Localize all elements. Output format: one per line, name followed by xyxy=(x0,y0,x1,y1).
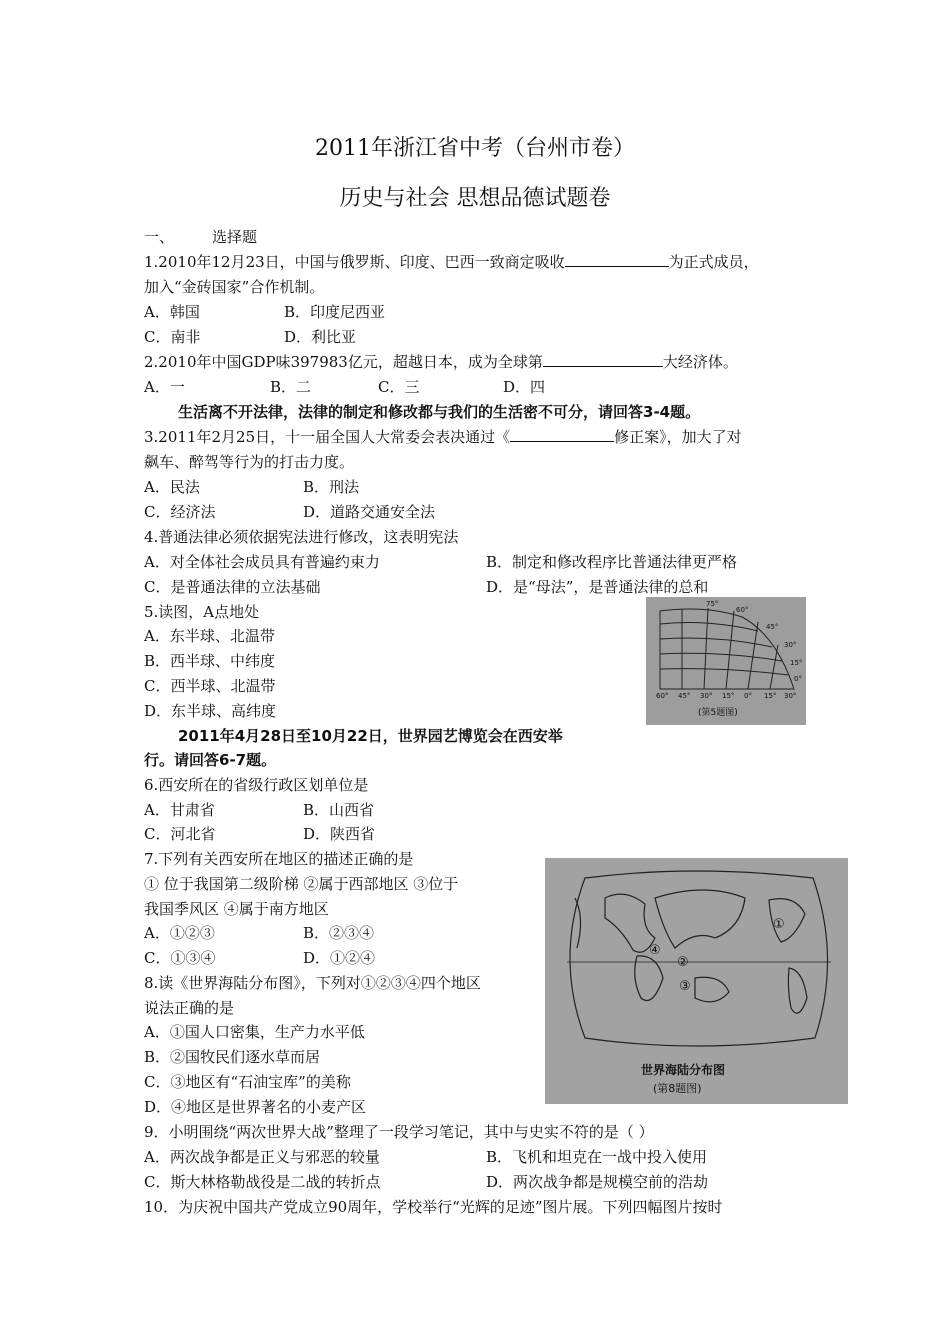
q5-bottom-label-1: 45° xyxy=(678,692,691,700)
intro-q6-7-line1: 2011年4月28日至10月22日，世界园艺博览会在西安举 xyxy=(178,727,563,745)
q8-figure-title: 世界海陆分布图 xyxy=(641,1063,726,1077)
q8-marker-4: ④ xyxy=(649,943,661,958)
q8-option-a: A．①国人口密集，生产力水平低 xyxy=(144,1023,365,1041)
q7-option-a: A．①②③ xyxy=(144,924,215,942)
q5-figure xyxy=(646,597,806,725)
q3-stem xyxy=(144,426,742,448)
q8-option-c: C．③地区有“石油宝库”的美称 xyxy=(144,1073,351,1091)
q4-option-b: B．制定和修改程序比普通法律更严格 xyxy=(486,553,738,571)
q1-stem-end: 为正式成员， xyxy=(668,253,759,271)
q3-option-d: D．道路交通安全法 xyxy=(303,503,436,521)
q3-stem-start: 3.2011年2月25日，十一届全国人大常委会表决通过《 xyxy=(144,428,511,446)
q10-stem: 10．为庆祝中国共产党成立90周年，学校举行“光辉的足迹”图片展。下列四幅图片按时 xyxy=(144,1198,723,1216)
q7-option-d: D．①②④ xyxy=(303,949,376,967)
q4-option-a: A．对全体社会成员具有普遍约束力 xyxy=(144,553,380,571)
title-subject: 历史与社会 思想品德试题卷 xyxy=(339,186,611,211)
section-number: 一、 xyxy=(144,228,175,246)
q1-option-b: B．印度尼西亚 xyxy=(284,303,386,321)
q1-stem-start: 1.2010年12月23日，中国与俄罗斯、印度、巴西一致商定吸收 xyxy=(144,253,565,271)
q5-option-b: B．西半球、中纬度 xyxy=(144,652,276,670)
q5-bottom-label-5: 15° xyxy=(764,692,777,700)
q2-option-a: A．一 xyxy=(144,378,185,396)
title-main: 2011年浙江省中考（台州市卷） xyxy=(315,136,635,161)
q8-option-b: B．②国牧民们逐水草而居 xyxy=(144,1048,321,1066)
q6-option-b: B．山西省 xyxy=(303,801,375,819)
q7-option-b: B．②③④ xyxy=(303,924,375,942)
q8-stem-line2: 说法正确的是 xyxy=(144,999,235,1017)
q2-stem xyxy=(144,351,738,373)
q5-bottom-label-3: 15° xyxy=(722,692,735,700)
world-land-sea-map xyxy=(545,858,848,1104)
q5-bottom-label-6: 30° xyxy=(784,692,797,700)
q7-statements-line1: ① 位于我国第二级阶梯 ②属于西部地区 ③位于 xyxy=(144,875,459,893)
q2-option-c: C．三 xyxy=(378,378,420,396)
q5-option-c: C．西半球、北温带 xyxy=(144,677,276,695)
q3-stem-end: 修正案》，加大了对 xyxy=(614,428,742,446)
q6-option-d: D．陕西省 xyxy=(303,825,376,843)
q5-option-d: D．东半球、高纬度 xyxy=(144,702,277,720)
q5-option-a: A．东半球、北温带 xyxy=(144,627,275,645)
q8-marker-1: ① xyxy=(773,917,785,932)
q9-option-d: D．两次战争都是规模空前的浩劫 xyxy=(486,1173,709,1191)
q2-stem-start: 2.2010年中国GDP味397983亿元，超越日本，成为全球第 xyxy=(144,353,543,371)
section-label: 选择题 xyxy=(212,228,258,246)
q9-option-c: C．斯大林格勒战役是二战的转折点 xyxy=(144,1173,381,1191)
intro-q6-7-line2: 行。请回答6-7题。 xyxy=(144,751,277,769)
q5-top-label-3: 30° xyxy=(784,641,797,649)
q9-option-a: A．两次战争都是正义与邪恶的较量 xyxy=(144,1148,380,1166)
q3-stem-line2: 飙车、醉驾等行为的打击力度。 xyxy=(144,453,355,471)
q1-option-a: A．韩国 xyxy=(144,303,200,321)
intro-q3-4: 生活离不开法律，法律的制定和修改都与我们的生活密不可分，请回答3-4题。 xyxy=(178,403,701,421)
q7-statements-line2: 我国季风区 ④属于南方地区 xyxy=(144,900,329,918)
q5-top-label-4: 15° xyxy=(790,659,803,667)
q5-figure-caption: (第5题图) xyxy=(698,708,738,718)
q7-stem: 7.下列有关西安所在地区的描述正确的是 xyxy=(144,850,414,868)
q2-stem-end: 大经济体。 xyxy=(662,353,738,371)
q3-option-c: C．经济法 xyxy=(144,503,216,521)
q5-bottom-label-4: 0° xyxy=(744,692,752,700)
q8-marker-2: ② xyxy=(677,955,689,970)
q4-option-c: C．是普通法律的立法基础 xyxy=(144,578,321,596)
q6-stem: 6.西安所在的省级行政区划单位是 xyxy=(144,776,369,794)
q1-option-d: D．利比亚 xyxy=(284,328,357,346)
q5-bottom-label-0: 60° xyxy=(656,692,669,700)
q8-figure xyxy=(545,858,848,1104)
q2-blank xyxy=(543,351,663,367)
q5-top-label-1: 60° xyxy=(736,606,749,614)
q5-top-label-5: 0° xyxy=(794,675,802,683)
q6-option-c: C．河北省 xyxy=(144,825,216,843)
q2-option-b: B．二 xyxy=(270,378,312,396)
q9-stem: 9．小明围绕“两次世界大战”整理了一段学习笔记，其中与史实不符的是（ ） xyxy=(144,1123,654,1141)
q5-top-label-2: 45° xyxy=(766,623,779,631)
q4-stem: 4.普通法律必须依据宪法进行修改，这表明宪法 xyxy=(144,528,459,546)
q3-option-b: B．刑法 xyxy=(303,478,360,496)
q7-option-c: C．①③④ xyxy=(144,949,216,967)
q5-bottom-label-2: 30° xyxy=(700,692,713,700)
q3-option-a: A．民法 xyxy=(144,478,200,496)
q4-option-d: D．是“母法”，是普通法律的总和 xyxy=(486,578,709,596)
q9-option-b: B．飞机和坦克在一战中投入使用 xyxy=(486,1148,708,1166)
q8-marker-3: ③ xyxy=(679,979,691,994)
q5-top-label-0: 75° xyxy=(706,600,719,608)
q1-option-c: C．南非 xyxy=(144,328,201,346)
q8-option-d: D．④地区是世界著名的小麦产区 xyxy=(144,1098,367,1116)
q8-figure-caption: (第8题图) xyxy=(653,1082,702,1095)
q3-blank xyxy=(510,426,614,442)
q5-stem: 5.读图，A点地处 xyxy=(144,603,260,621)
q8-stem: 8.读《世界海陆分布图》，下列对①②③④四个地区 xyxy=(144,974,481,992)
q1-stem xyxy=(144,251,759,273)
latitude-grid-map xyxy=(646,597,806,725)
q6-option-a: A．甘肃省 xyxy=(144,801,215,819)
q1-blank xyxy=(565,251,669,267)
q1-stem-line2: 加入“金砖国家”合作机制。 xyxy=(144,278,325,296)
q2-option-d: D．四 xyxy=(503,378,546,396)
